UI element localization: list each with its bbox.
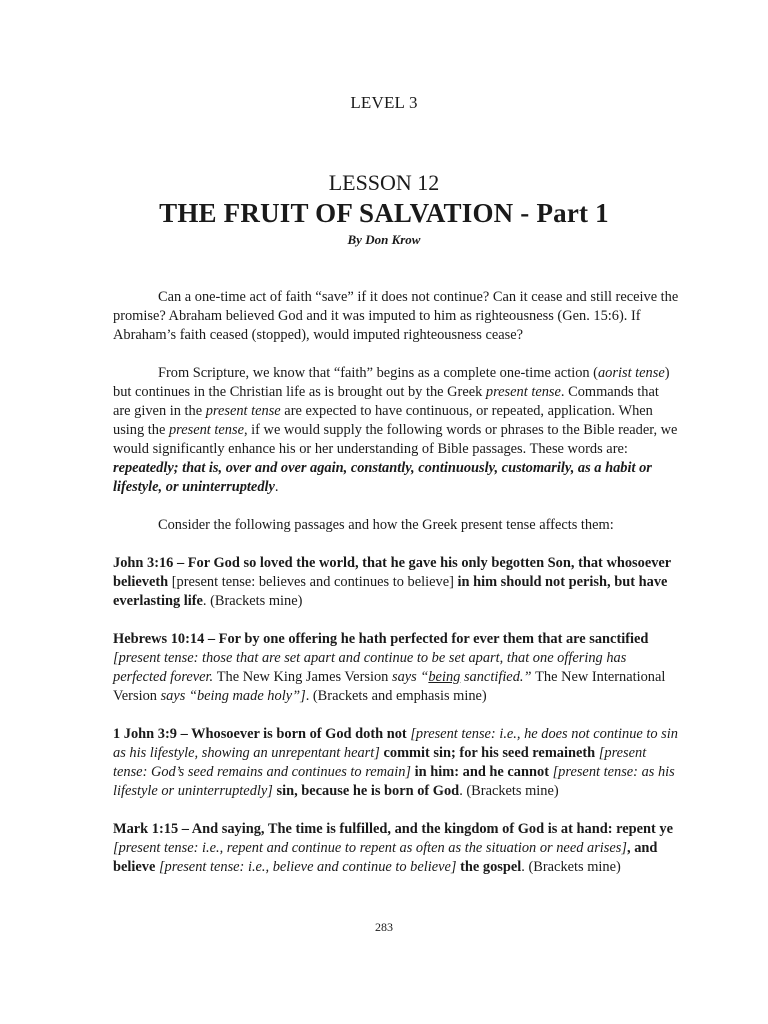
paragraph-present-tense: From Scripture, we know that “faith” begins as a complete one-time action (aorist tense) but continues in the Christian life as is brought out by the Greek present tense. Commands that are given in the present tense are expected to have continuous, or repeated, application. When using the present tense, if we would supply the following words or phrases to the Bible reader, we would significantly enhance his or her understanding of Bible passages. These words are: repeatedly; that is, over and over again, constantly, continuously, customarily, as a habit or lifestyle, or uninterruptedly. — [113, 365, 678, 495]
lesson-heading: LESSON 12 — [328, 170, 440, 195]
page-number: 283 — [375, 920, 393, 934]
passage-1-john-3-9: 1 John 3:9 – Whosoever is born of God doth not [present tense: i.e., he does not continue to sin as his lifestyle, showing an unrepentant heart] commit sin; for his seed remaineth [present tense: God’s seed remains and continues to remain] in him: and he cannot [present tense: as his lifestyle or uninterruptedly] sin, because he is born of God. (Brackets mine) — [113, 726, 678, 799]
passage-hebrews-10-14: Hebrews 10:14 – For by one offering he hath perfected for ever them that are sanctified [present tense: those that are set apart and continue to be set apart, that one offering has perfected forever. The New King James Version says “being sanctified.” The New International Version says “being made holy”]. (Brackets and emphasis mine) — [113, 631, 666, 704]
body-text — [113, 288, 679, 877]
passage-john-3-16: John 3:16 – For God so loved the world, that he gave his only begotten Son, that whosoever believeth [present tense: believes and continues to believe] in him should not perish, but have everlasting life. (Brackets mine) — [113, 555, 671, 609]
level-heading: LEVEL 3 — [350, 93, 418, 112]
page-title: THE FRUIT OF SALVATION - Part 1 — [159, 198, 609, 228]
byline: By Don Krow — [347, 232, 421, 247]
paragraph-consider: Consider the following passages and how the Greek present tense affects them: — [158, 517, 614, 533]
passage-mark-1-15: Mark 1:15 – And saying, The time is fulfilled, and the kingdom of God is at hand: repent ye [present tense: i.e., repent and continue to repent as often as the situation or need arises], and believe [present tense: i.e., believe and continue to believe] the gospel. (Brackets mine) — [113, 821, 673, 875]
paragraph-intro: Can a one-time act of faith “save” if it does not continue? Can it cease and still receive the promise? Abraham believed God and it was imputed to him as righteousness (Gen. 15:6). If Abraham’s faith ceased (stopped), would imputed righteousness cease? — [113, 289, 679, 343]
